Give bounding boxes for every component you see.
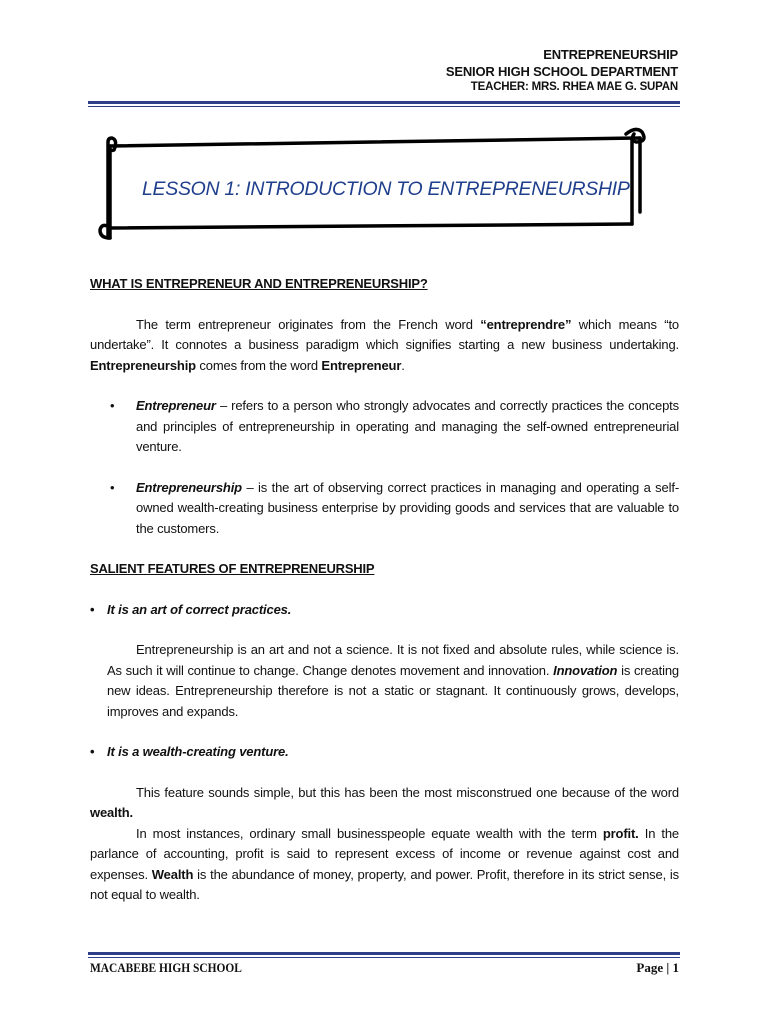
feature-term-innovation: Innovation bbox=[553, 662, 618, 678]
definition-text: – refers to a person who strongly advocates and correctly practices the concepts and principles of entrepreneurship in operating and managing the self-owned entrepreneurial venture. bbox=[136, 398, 679, 454]
definition-entrepreneur bbox=[90, 396, 679, 458]
header-department: SENIOR HIGH SCHOOL DEPARTMENT bbox=[445, 64, 678, 79]
feature-heading-1 bbox=[90, 600, 679, 621]
intro-term-entrepreneurship: Entrepreneurship bbox=[90, 357, 196, 373]
definition-term: Entrepreneur bbox=[136, 398, 216, 413]
definition-text: – is the art of observing correct practices in managing and operating a self-owned wealth-creating business enterprise by providing goods and services that are valuable to the customers. bbox=[136, 479, 679, 536]
section-heading-what-is: WHAT IS ENTREPRENEUR AND ENTREPRENEURSHIP? bbox=[90, 276, 428, 291]
feature-heading-2 bbox=[90, 742, 679, 763]
feature-1-body bbox=[90, 640, 679, 722]
feature-1-paragraph bbox=[107, 640, 679, 722]
main-content bbox=[90, 274, 679, 906]
definition-entrepreneurship bbox=[90, 478, 679, 540]
bullet-dot: • bbox=[110, 398, 115, 413]
document-footer bbox=[90, 960, 679, 976]
intro-text-4: . bbox=[401, 357, 405, 373]
feature-text-2: is creating new ideas. Entrepreneurship therefore is not a static or stagnant. It continuously grows, develops, improves and expands. bbox=[107, 662, 679, 719]
bullet-dot: • bbox=[90, 601, 95, 617]
intro-text-2: which means “to undertake”. It connotes a business paradigm which signifies starting a new business undertaking. bbox=[90, 316, 679, 352]
feature-term-wealth: wealth. bbox=[90, 805, 134, 820]
feature-2-paragraph-2 bbox=[90, 824, 679, 906]
feature-2-paragraph-1 bbox=[90, 783, 679, 824]
footer-school: MACABEBE HIGH SCHOOL bbox=[90, 960, 242, 975]
feature-text: This feature sounds simple, but this has been the most misconstrued one because of the word bbox=[136, 784, 679, 800]
feature-title: It is a wealth-creating venture. bbox=[107, 744, 289, 759]
footer-page-number: Page | 1 bbox=[636, 960, 679, 975]
header-subject: ENTREPRENEURSHIP bbox=[543, 47, 678, 62]
header-rule bbox=[88, 101, 680, 107]
intro-french-word: “entreprendre” bbox=[480, 316, 572, 332]
bullet-dot: • bbox=[110, 479, 115, 495]
intro-text: The term entrepreneur originates from the French word bbox=[136, 316, 481, 332]
definition-term: Entrepreneurship bbox=[136, 479, 242, 495]
feature-term-profit: profit. bbox=[602, 825, 639, 841]
footer-rule bbox=[88, 952, 680, 958]
lesson-title: LESSON 1: INTRODUCTION TO ENTREPRENEURSHIP bbox=[142, 178, 630, 200]
feature-text-3: is the abundance of money, property, and power. Profit, therefore in its strict sense, is not equal to wealth. bbox=[90, 866, 679, 902]
feature-title: It is an art of correct practices. bbox=[107, 601, 292, 617]
document-header bbox=[446, 46, 678, 95]
feature-text: Entrepreneurship is an art and not a science. It is not fixed and absolute rules, while science is. As such it will continue to change. Change denotes movement and innovation. bbox=[107, 642, 679, 678]
intro-paragraph bbox=[90, 315, 679, 377]
intro-term-entrepreneur: Entrepreneur bbox=[321, 357, 402, 373]
bullet-dot: • bbox=[90, 744, 95, 759]
section-heading-features: SALIENT FEATURES OF ENTREPRENEURSHIP bbox=[90, 561, 375, 576]
feature-text: In most instances, ordinary small businesspeople equate wealth with the term bbox=[136, 825, 603, 841]
feature-term-wealth-2: Wealth bbox=[151, 866, 194, 882]
feature-text-2: In the parlance of accounting, profit is said to represent excess of income or revenue against cost and expenses. bbox=[90, 825, 679, 882]
intro-text-3: comes from the word bbox=[195, 357, 322, 373]
header-teacher: TEACHER: MRS. RHEA MAE G. SUPAN bbox=[470, 81, 678, 93]
